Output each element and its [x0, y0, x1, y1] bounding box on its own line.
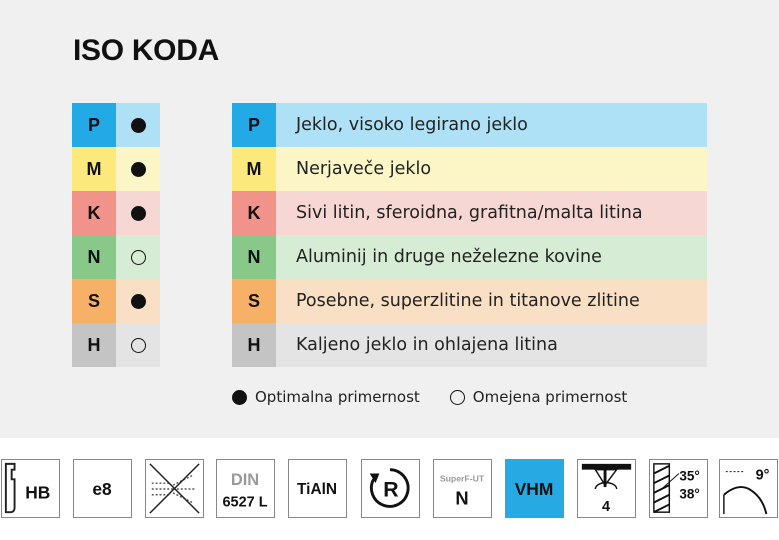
- iso-code-cell: M: [72, 147, 116, 191]
- material-description: Aluminij in druge neželezne kovine: [276, 235, 707, 279]
- superf-label: SuperF-UT: [439, 473, 485, 484]
- din-label: DIN: [230, 471, 260, 490]
- tool-property-icons: [0, 459, 779, 519]
- din-standard-icon: [216, 459, 275, 518]
- empty-circle-icon: [450, 390, 465, 405]
- legend-limited-label: Omejena primernost: [472, 388, 628, 406]
- filled-circle-icon: [232, 390, 247, 405]
- iso-code-cell: H: [72, 323, 116, 367]
- no-coolant-icon: [145, 459, 204, 518]
- iso-code-cell: K: [72, 191, 116, 235]
- iso-code-cell: S: [232, 279, 276, 323]
- suitability-row-p: [72, 103, 160, 147]
- iso-code-suitability-table: [72, 103, 160, 367]
- iso-code-cell: M: [232, 147, 276, 191]
- filled-circle-icon: [131, 118, 146, 133]
- flutes-label: 4: [601, 499, 611, 516]
- flutes-count-icon: [577, 459, 636, 518]
- page-title: ISO KODA: [73, 34, 219, 67]
- iso-code-cell: P: [72, 103, 116, 147]
- suitability-row-h: [72, 323, 160, 367]
- description-row-k: [232, 191, 707, 235]
- iso-code-cell: N: [232, 235, 276, 279]
- helix-angle-icon: [649, 459, 708, 518]
- iso-code-description-table: [232, 103, 707, 367]
- coating-n-label: N: [455, 487, 469, 509]
- material-description: Jeklo, visoko legirano jeklo: [276, 103, 707, 147]
- vhm-label: VHM: [514, 478, 554, 499]
- hb-label: HB: [25, 482, 51, 503]
- description-row-h: [232, 323, 707, 367]
- iso-code-cell: P: [232, 103, 276, 147]
- suitability-cell: [116, 103, 160, 147]
- suitability-cell: [116, 235, 160, 279]
- filled-circle-icon: [131, 162, 146, 177]
- material-description: Sivi litin, sferoidna, grafitna/malta litina: [276, 191, 707, 235]
- din-number-label: 6527 L: [222, 494, 268, 511]
- suitability-cell: [116, 279, 160, 323]
- corner-angle-label: 9°: [755, 467, 770, 484]
- legend-optimal-label: Optimalna primernost: [255, 388, 420, 406]
- description-row-p: [232, 103, 707, 147]
- suitability-cell: [116, 323, 160, 367]
- hb-shank-icon: [1, 459, 60, 518]
- iso-code-cell: H: [232, 323, 276, 367]
- empty-circle-icon: [131, 250, 146, 265]
- iso-code-cell: K: [232, 191, 276, 235]
- filled-circle-icon: [131, 206, 146, 221]
- tialn-coating-icon: [288, 459, 347, 518]
- legend-limited: [450, 388, 628, 406]
- iso-code-cell: S: [72, 279, 116, 323]
- legend: [232, 388, 657, 406]
- coating-type-icon: [433, 459, 492, 518]
- description-row-n: [232, 235, 707, 279]
- e8-label: e8: [92, 478, 112, 499]
- description-row-m: [232, 147, 707, 191]
- material-description: Posebne, superzlitine in titanove zlitine: [276, 279, 707, 323]
- filled-circle-icon: [131, 294, 146, 309]
- description-row-s: [232, 279, 707, 323]
- r-label: R: [383, 477, 399, 502]
- right-hand-cut-icon: [361, 459, 420, 518]
- suitability-row-n: [72, 235, 160, 279]
- corner-angle-icon: [719, 459, 778, 518]
- iso-code-cell: N: [72, 235, 116, 279]
- empty-circle-icon: [131, 338, 146, 353]
- e8-tolerance-icon: [73, 459, 132, 518]
- helix-angle-top: 35°: [679, 468, 700, 484]
- material-description: Kaljeno jeklo in ohlajena litina: [276, 323, 707, 367]
- legend-optimal: [232, 388, 420, 406]
- vhm-material-icon: [505, 459, 564, 518]
- helix-angle-bottom: 38°: [679, 486, 700, 502]
- material-description: Nerjaveče jeklo: [276, 147, 707, 191]
- suitability-row-k: [72, 191, 160, 235]
- tialn-label: TiAlN: [297, 480, 338, 498]
- suitability-cell: [116, 191, 160, 235]
- suitability-row-s: [72, 279, 160, 323]
- suitability-row-m: [72, 147, 160, 191]
- suitability-cell: [116, 147, 160, 191]
